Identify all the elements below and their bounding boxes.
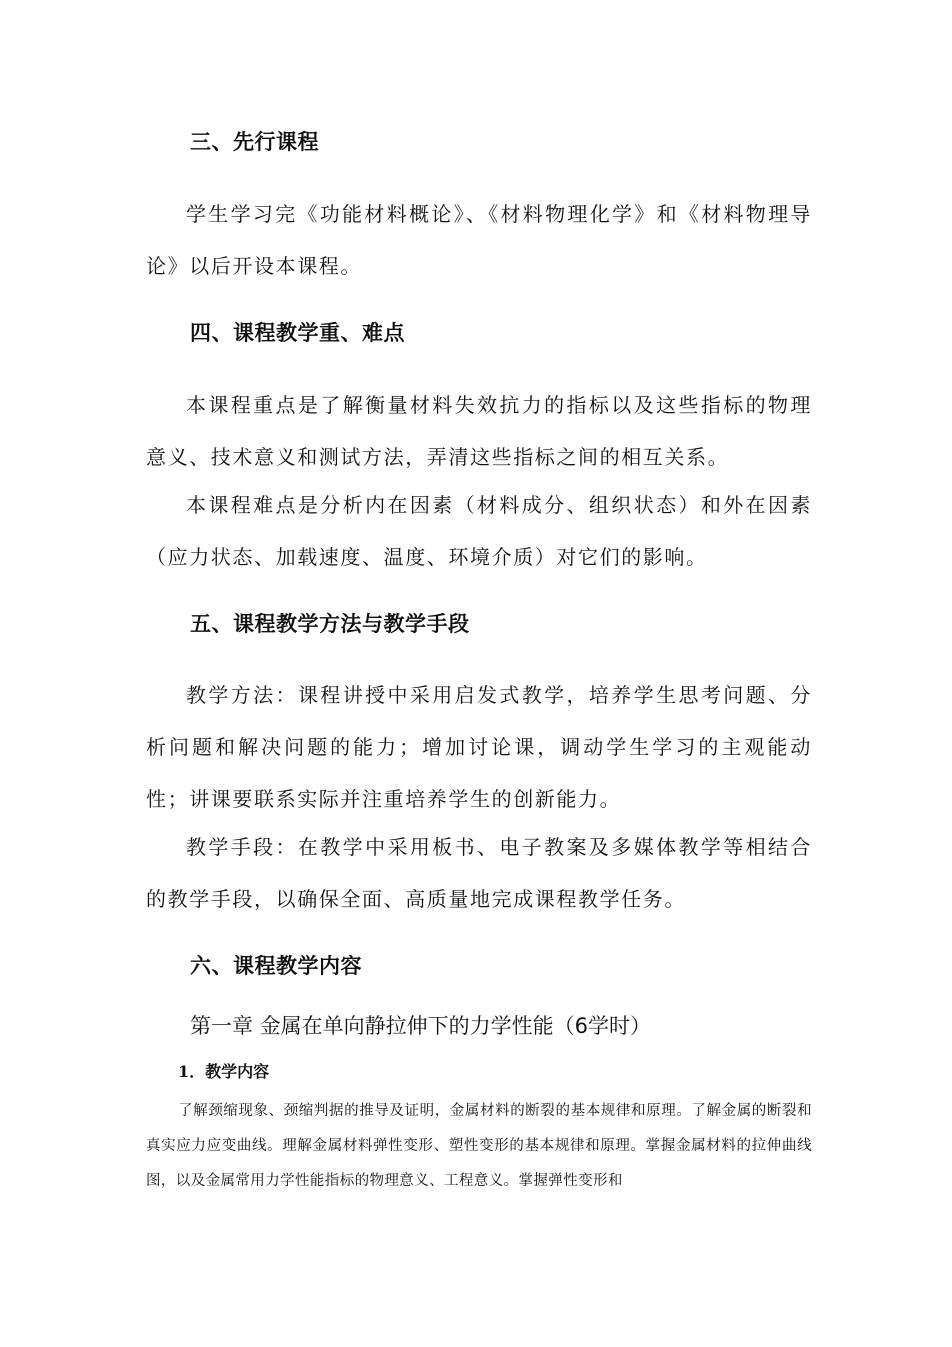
section-heading-content: 六、课程教学内容 bbox=[190, 954, 362, 978]
teaching-means-paragraph: 教学手段：在教学中采用板书、电子教案及多媒体教学等相结合的教学手段，以确保全面、高质量地完成课程教学任务。 bbox=[146, 835, 812, 911]
key-points-paragraph: 本课程重点是了解衡量材料失效抗力的指标以及这些指标的物理意义、技术意义和测试方法，弄清这些指标之间的相互关系。 bbox=[146, 393, 812, 469]
teaching-methods-paragraph: 教学方法：课程讲授中采用启发式教学，培养学生思考问题、分析问题和解决问题的能力；增加讨论课，调动学生学习的主观能动性；讲课要联系实际并注重培养学生的创新能力。 bbox=[146, 683, 812, 811]
subsection-heading: 1．教学内容 bbox=[178, 1062, 270, 1081]
section-heading-methods: 五、课程教学方法与教学手段 bbox=[190, 612, 470, 636]
chapter-content-paragraph: 了解颈缩现象、颈缩判据的推导及证明，金属材料的断裂的基本规律和原理。了解金属的断裂和真实应力应变曲线。理解金属材料弹性变形、塑性变形的基本规律和原理。掌握金属材料的拉伸曲线图，以及金属常用力学性能指标的物理意义、工程意义。掌握弹性变形和 bbox=[146, 1103, 812, 1189]
difficulties-paragraph: 本课程难点是分析内在因素（材料成分、组织状态）和外在因素（应力状态、加载速度、温度、环境介质）对它们的影响。 bbox=[146, 493, 812, 569]
section-heading-prerequisites: 三、先行课程 bbox=[190, 130, 319, 154]
chapter-title: 第一章 金属在单向静拉伸下的力学性能（6学时） bbox=[190, 1014, 652, 1038]
section-heading-key-points: 四、课程教学重、难点 bbox=[190, 321, 405, 345]
prerequisites-paragraph: 学生学习完《功能材料概论》、《材料物理化学》和《材料物理导论》以后开设本课程。 bbox=[146, 202, 812, 278]
